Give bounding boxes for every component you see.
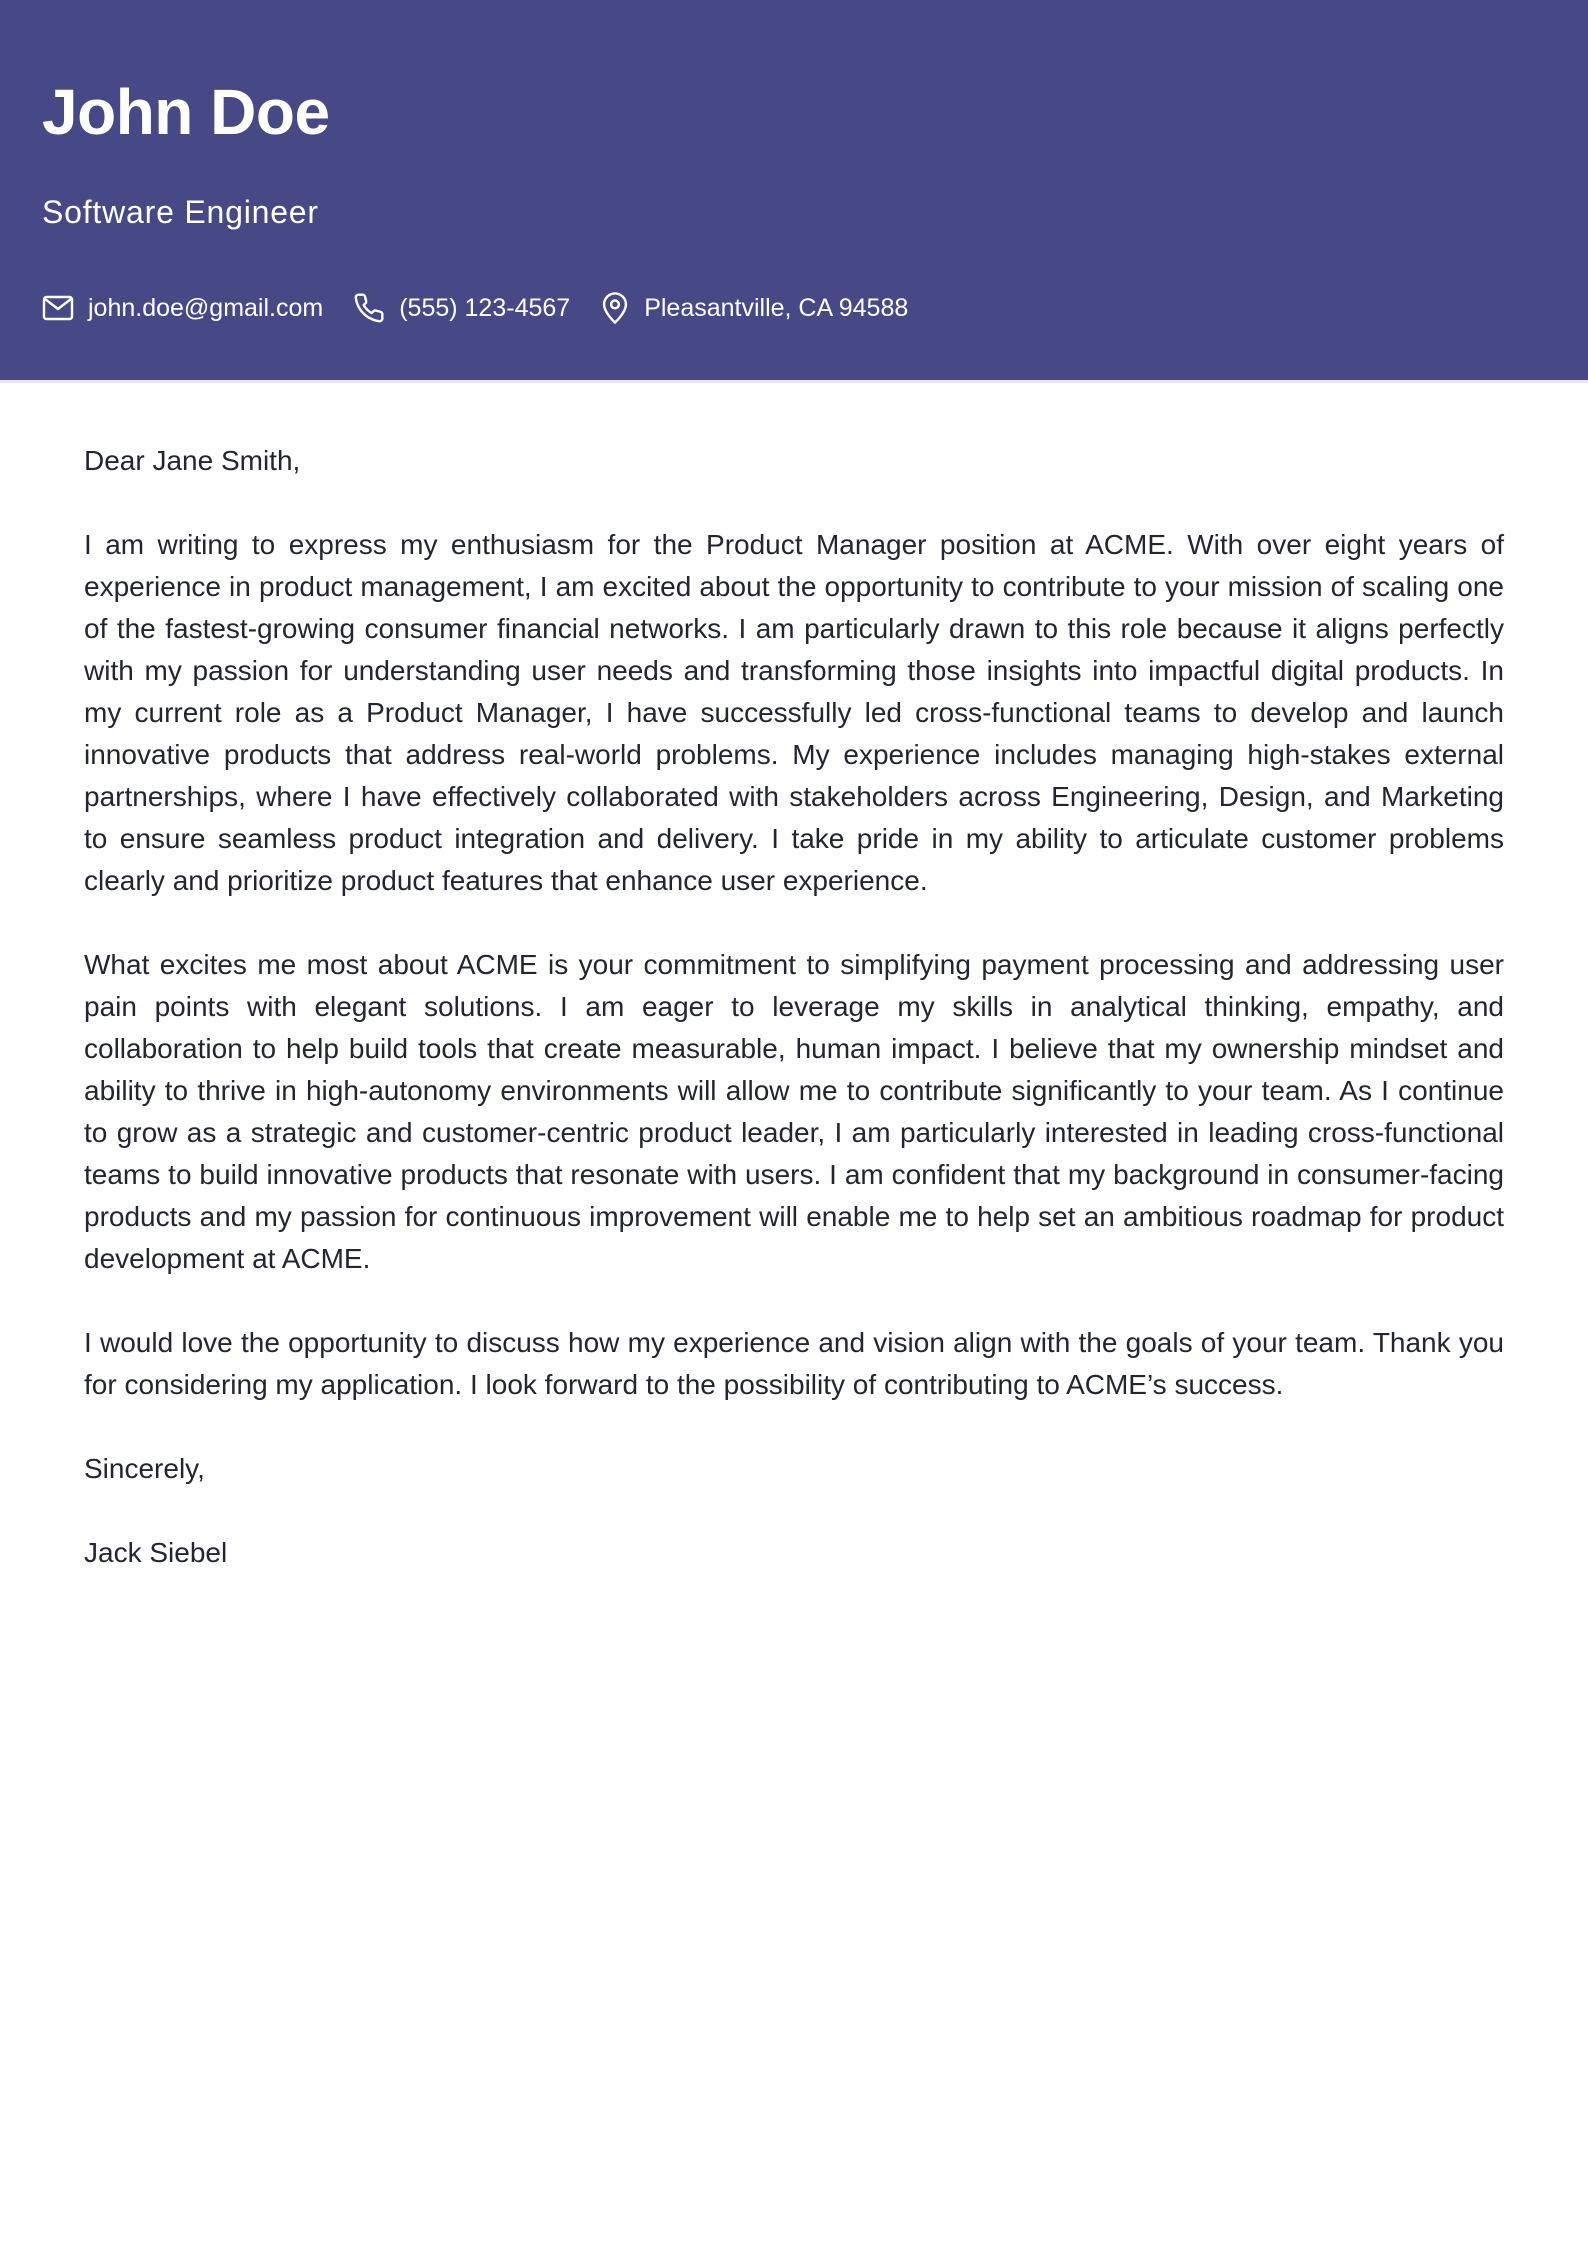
- contact-info: [42, 288, 938, 328]
- contact-location: [600, 291, 908, 325]
- paragraph-closing: I would love the opportunity to discuss how my experience and vision align with the goals of your team. Thank you for considering my application. I look forward to the possibility of contributing to ACME’s success.: [84, 1327, 1504, 1400]
- contact-email[interactable]: [42, 291, 323, 325]
- letter-body: [84, 440, 1504, 1616]
- phone-text[interactable]: (555) 123-4567: [399, 294, 571, 322]
- location-pin-icon: [600, 291, 644, 325]
- email-text[interactable]: john.doe@gmail.com: [88, 294, 324, 322]
- paragraph-motivation: What excites me most about ACME is your commitment to simplifying payment processing and addressing user pain points with elegant solutions. I am eager to leverage my skills in analytical thinking, empathy, and collaboration to help build tools that create measurable, human impact. I believe that my ownership mindset and ability to thrive in high-autonomy environments will allow me to contribute significantly to your team. As I continue to grow as a strategic and customer-centric product leader, I am particularly interested in leading cross-functional teams to build innovative products that resonate with users. I am confident that my background in consumer-facing products and my passion for continuous improvement will enable me to help set an ambitious roadmap for product development at ACME.: [84, 949, 1504, 1274]
- header-banner: [0, 0, 1588, 383]
- phone-icon: [353, 292, 399, 324]
- closing: Sincerely,: [84, 1453, 205, 1484]
- job-title: Software Engineer: [42, 194, 319, 230]
- signature: Jack Siebel: [84, 1537, 228, 1568]
- mail-icon: [42, 295, 88, 321]
- location-text: Pleasantville, CA 94588: [644, 294, 909, 322]
- paragraph-intro: I am writing to express my enthusiasm for the Product Manager position at ACME. With over eight years of experience in product management, I am excited about the opportunity to contribute to your mission of scaling one of the fastest-growing consumer financial networks. I am particularly drawn to this role because it aligns perfectly with my passion for understanding user needs and transforming those insights into impactful digital products. In my current role as a Product Manager, I have successfully led cross-functional teams to develop and launch innovative products that address real-world problems. My experience includes managing high-stakes external partnerships, where I have effectively collaborated with stakeholders across Engineering, Design, and Marketing to ensure seamless product integration and delivery. I take pride in my ability to articulate customer problems clearly and prioritize product features that enhance user experience.: [84, 529, 1504, 896]
- contact-phone[interactable]: [353, 291, 570, 325]
- applicant-name: John Doe: [42, 76, 330, 148]
- salutation: Dear Jane Smith,: [84, 445, 301, 476]
